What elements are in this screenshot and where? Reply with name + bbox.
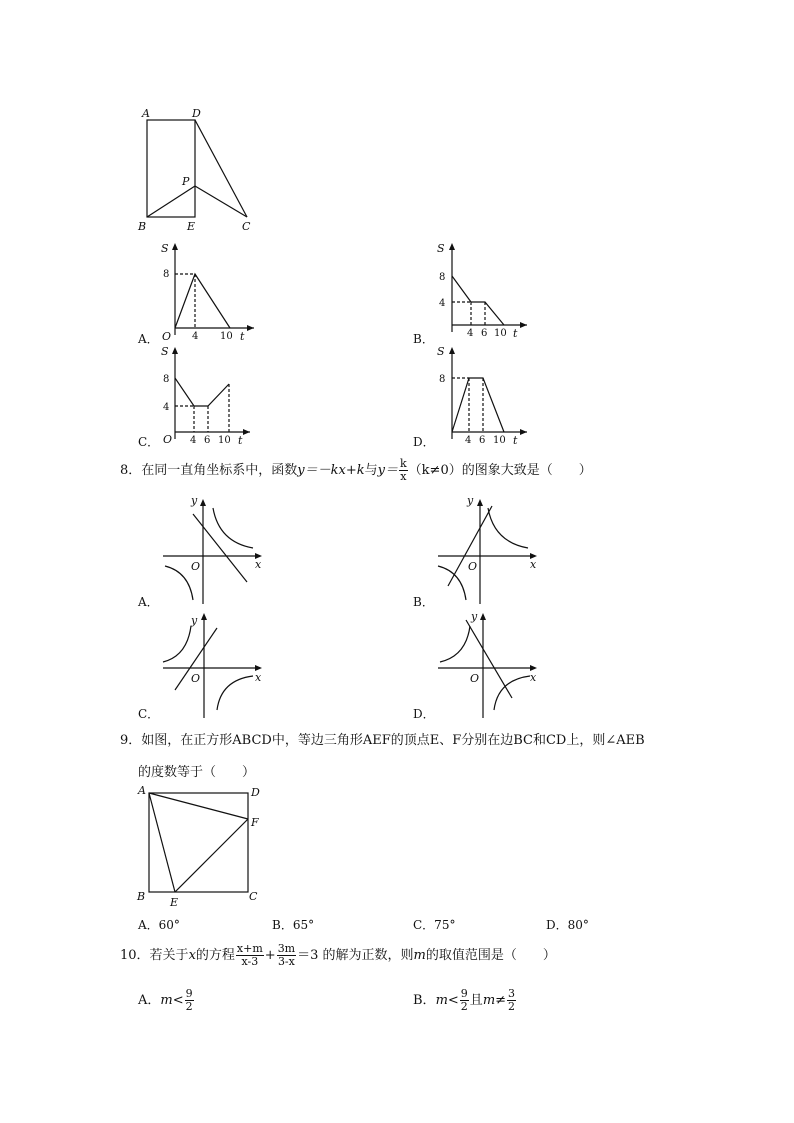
q7D-axis-t: t [513, 434, 518, 447]
q9-number: 9． [120, 733, 142, 748]
q10-optB-and: 且 [469, 993, 483, 1008]
q9-option-A[interactable]: A．60° [138, 918, 180, 932]
q10-optB-label: B． [413, 993, 436, 1008]
q7D-tick-x2: 6 [479, 435, 486, 446]
q10-optB-rel2: ≠ [495, 993, 507, 1008]
q8-option-B-graph [430, 492, 545, 607]
q9-point-B: B [137, 890, 146, 903]
q10-fraction-2: $\frac{3m}{3-x}$ [277, 942, 296, 968]
q10-optB-fraction-2: $\frac{3}{2}$ [508, 987, 516, 1013]
q10-optA-var: m [160, 993, 173, 1008]
q8-number: 8． [120, 463, 142, 478]
q10-optA-rel: < [172, 993, 184, 1008]
q8A-axis-x: x [255, 558, 262, 571]
q7-option-C-graph [150, 344, 260, 447]
q10-number: 10． [120, 948, 150, 963]
q7-point-P: P [182, 175, 190, 188]
q10-var-m: m [413, 948, 426, 963]
q7A-tick-x1: 4 [192, 331, 199, 342]
q8C-origin: O [191, 672, 201, 685]
q8-question [120, 458, 592, 483]
q10-plus: + [264, 948, 276, 963]
q7B-tick-x2: 6 [481, 328, 488, 339]
q8-option-A-graph [155, 492, 270, 607]
q8C-axis-y: y [191, 614, 198, 627]
q9-question-line2: 的度数等于（ ） [138, 765, 256, 780]
q8B-origin: O [468, 560, 478, 573]
q7B-tick-x3: 10 [494, 328, 507, 339]
q7C-axis-S: S [161, 345, 169, 358]
q10-optA-fraction: $\frac{9}{2}$ [185, 987, 193, 1013]
q7D-tick-y1: 8 [439, 374, 446, 385]
q7A-tick-y: 8 [163, 269, 170, 280]
q7B-tick-y1: 8 [439, 272, 446, 283]
q8-option-C-label[interactable]: C． [138, 707, 160, 721]
q8-function-1: y＝－kx+k [297, 463, 365, 478]
q9-point-C: C [249, 890, 258, 903]
q9-point-D: D [251, 786, 260, 799]
q8A-axis-y: y [191, 494, 198, 507]
q7-option-B-graph [427, 240, 537, 340]
q7A-axis-S: S [161, 242, 169, 255]
q9-option-B[interactable]: B．65° [272, 918, 315, 932]
q10-optB-fraction-1: $\frac{9}{2}$ [460, 987, 468, 1013]
q7-point-A: A [142, 107, 150, 120]
q8-option-A-label[interactable]: A． [138, 595, 159, 609]
q7-option-D-graph [427, 344, 537, 447]
q9-option-D[interactable]: D．80° [546, 918, 589, 932]
q8A-origin: O [191, 560, 201, 573]
q7B-axis-S: S [437, 242, 445, 255]
q8B-axis-x: x [530, 558, 537, 571]
q7C-tick-x1: 4 [190, 435, 197, 446]
q10-optB-var2: m [482, 993, 496, 1008]
q9-option-C[interactable]: C．75° [413, 918, 456, 932]
q8-fraction-k-over-x: $\frac{k}{x}$ [400, 457, 407, 483]
q8B-axis-y: y [467, 494, 474, 507]
q10-option-B[interactable] [413, 988, 517, 1013]
q7D-tick-x1: 4 [465, 435, 472, 446]
q10-var-x: x [188, 948, 196, 963]
q7-option-A-graph [150, 240, 260, 343]
q9-point-F: F [251, 816, 259, 829]
q8-text-2: 与 [364, 463, 378, 478]
q8D-origin: O [470, 672, 480, 685]
q8-option-B-label[interactable]: B． [413, 595, 434, 609]
q10-optA-label: A． [138, 993, 161, 1008]
q7-option-B-label[interactable]: B． [413, 332, 434, 346]
q10-text-3: ＝3 的解为正数，则 [297, 948, 414, 963]
q7B-tick-x1: 4 [467, 328, 474, 339]
q7-option-D-label[interactable]: D． [413, 435, 435, 449]
q7B-axis-t: t [513, 327, 518, 340]
q7B-tick-y2: 4 [439, 298, 446, 309]
q7-geometry-figure [130, 100, 270, 240]
q7C-tick-y1: 8 [163, 374, 170, 385]
q8-condition: （k≠0） [408, 463, 462, 478]
q7-option-A-label[interactable]: A． [138, 332, 159, 346]
q8C-axis-x: x [255, 671, 262, 684]
q8D-axis-x: x [530, 671, 537, 684]
q8D-axis-y: y [471, 610, 478, 623]
q7-point-E: E [187, 220, 196, 233]
q7C-tick-x3: 10 [218, 435, 231, 446]
q7A-tick-x2: 10 [220, 331, 233, 342]
q9-point-A: A [138, 784, 146, 797]
q7A-origin: O [162, 330, 172, 343]
q9-question-line1 [120, 729, 645, 748]
q7C-tick-x2: 6 [204, 435, 211, 446]
q7D-axis-S: S [437, 345, 445, 358]
q9-point-E: E [170, 896, 179, 909]
q7C-origin: O [163, 433, 173, 446]
q9-square-figure [130, 780, 270, 908]
q9-text-1: 如图，在正方形ABCD中，等边三角形AEF的顶点E、F分别在边BC和CD上，则∠AEB [141, 733, 645, 748]
q7-point-B: B [138, 220, 147, 233]
q10-text-2: 的方程 [195, 948, 235, 963]
q8-option-D-graph [430, 606, 545, 721]
q7A-axis-t: t [240, 330, 245, 343]
q8-text-3: 的图象大致是（ ） [461, 463, 592, 478]
q7C-tick-y2: 4 [163, 402, 170, 413]
q10-text-4: 的取值范围是（ ） [425, 948, 556, 963]
q10-optB-rel: < [447, 993, 459, 1008]
q7-point-C: C [242, 220, 251, 233]
q8-function-2: y＝ [377, 463, 398, 478]
q8-text-1: 在同一直角坐标系中，函数 [141, 463, 298, 478]
q10-text-1: 若关于 [149, 948, 189, 963]
q10-question [120, 943, 556, 968]
q10-option-A[interactable] [138, 988, 195, 1013]
q7-option-C-label[interactable]: C． [138, 435, 160, 449]
q7-point-D: D [192, 107, 201, 120]
q10-optB-var: m [435, 993, 448, 1008]
q8-option-C-graph [155, 606, 270, 721]
q7D-tick-x3: 10 [493, 435, 506, 446]
q8-option-D-label[interactable]: D． [413, 707, 435, 721]
q7C-axis-t: t [238, 434, 243, 447]
q10-fraction-1: $\frac{x+m}{x-3}$ [236, 942, 263, 968]
